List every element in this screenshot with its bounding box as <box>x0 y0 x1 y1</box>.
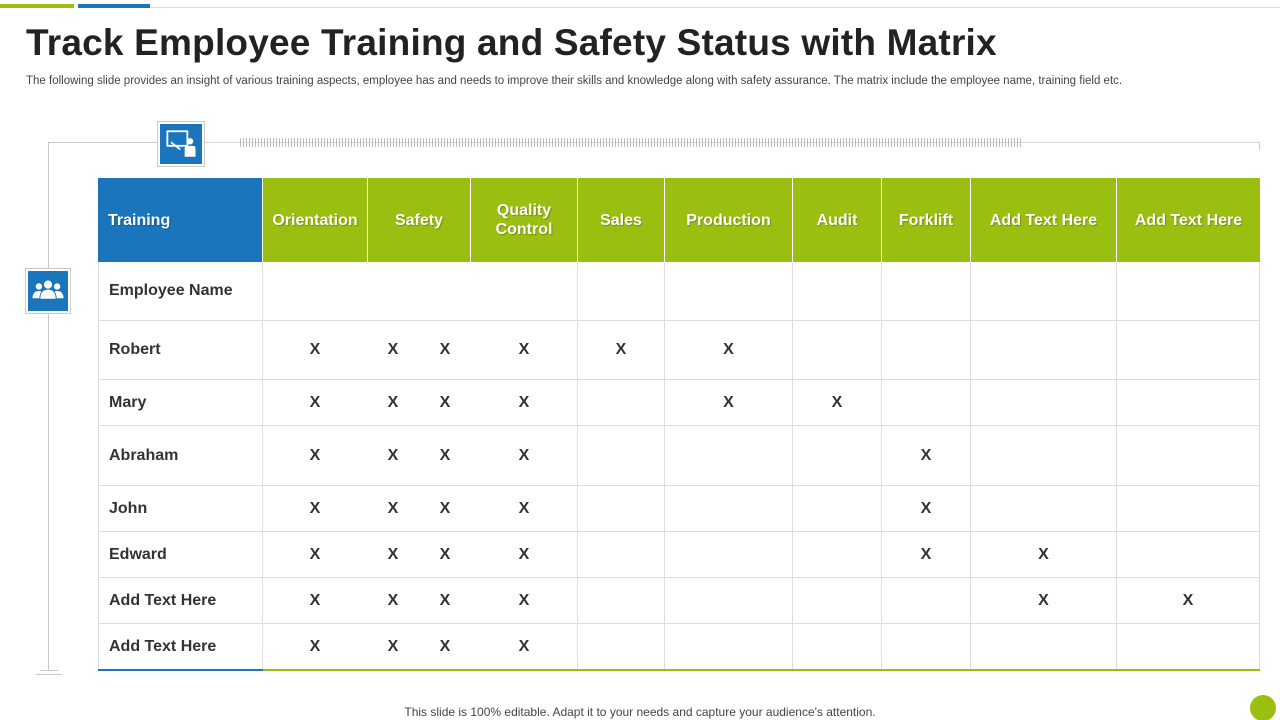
empty-cell <box>578 262 665 320</box>
employee-name-label: Employee Name <box>98 262 263 320</box>
empty-cell <box>882 380 971 425</box>
empty-cell <box>793 578 882 623</box>
mark-cell <box>882 486 971 531</box>
table-row <box>98 486 1260 532</box>
employee-name-row <box>98 262 1260 321</box>
top-rule <box>150 7 1280 8</box>
connector-foot <box>36 674 62 675</box>
mark-x: X <box>387 545 399 563</box>
mark-group-cell <box>263 486 578 531</box>
training-matrix <box>98 178 1260 669</box>
mark-x: X <box>518 393 530 411</box>
empty-cell <box>793 532 882 577</box>
header-add-text-1: Add Text Here <box>971 178 1117 262</box>
connector-line-vertical <box>48 142 49 670</box>
header-add-text-2: Add Text Here <box>1117 178 1260 262</box>
mark-x: X <box>615 341 627 358</box>
mark-x: X <box>309 341 321 358</box>
mark-x: X <box>309 637 321 655</box>
mark-x: X <box>439 341 451 358</box>
mark-x: X <box>1038 545 1049 563</box>
employee-name: Add Text Here <box>98 624 263 669</box>
mark-x: X <box>309 545 321 563</box>
header-safety: Safety <box>368 178 471 262</box>
empty-cell <box>578 578 665 623</box>
accent-bar-green <box>0 4 74 8</box>
mark-x: X <box>439 446 451 464</box>
empty-cell <box>665 624 793 669</box>
empty-cell <box>665 426 793 485</box>
empty-cell <box>665 578 793 623</box>
empty-cell <box>882 262 971 320</box>
presentation-trainer-icon <box>158 122 204 166</box>
empty-cell <box>971 426 1117 485</box>
mark-x: X <box>1182 591 1194 609</box>
mark-cell <box>665 321 793 379</box>
empty-cell <box>882 321 971 379</box>
mark-x: X <box>518 545 530 563</box>
mark-x: X <box>723 393 734 411</box>
empty-cell <box>578 532 665 577</box>
mark-x: X <box>518 446 530 464</box>
mark-x: X <box>439 393 451 411</box>
mark-x: X <box>439 637 451 655</box>
empty-cell <box>578 380 665 425</box>
empty-cell <box>1117 262 1260 320</box>
table-row <box>98 321 1260 380</box>
mark-cell <box>971 578 1117 623</box>
mark-x: X <box>518 499 530 517</box>
mark-x: X <box>439 545 451 563</box>
mark-cell <box>665 380 793 425</box>
empty-cell <box>971 624 1117 669</box>
header-quality-control: Quality Control <box>471 178 578 262</box>
matrix-bottom-rule-blue <box>98 669 263 671</box>
empty-cell <box>1117 426 1260 485</box>
mark-cell <box>882 532 971 577</box>
mark-group-cell <box>263 578 578 623</box>
header-forklift: Forklift <box>882 178 971 262</box>
table-row <box>98 426 1260 486</box>
mark-group-cell <box>263 380 578 425</box>
employee-name: Mary <box>98 380 263 425</box>
slide-subtitle: The following slide provides an insight of various training aspects, employee has and needs to improve their skills and knowledge along with safety assurance. The matrix include the employee name, training field etc. <box>26 75 1123 87</box>
mark-x: X <box>518 637 530 655</box>
connector-foot <box>40 670 58 671</box>
mark-group-cell <box>263 321 578 379</box>
empty-cell <box>1117 624 1260 669</box>
empty-cell <box>665 486 793 531</box>
mark-x: X <box>387 591 399 609</box>
mark-x: X <box>387 499 399 517</box>
mark-cell <box>793 380 882 425</box>
connector-tick <box>1259 142 1260 150</box>
empty-cell <box>1117 321 1260 379</box>
empty-cell <box>793 486 882 531</box>
empty-cell <box>263 262 578 320</box>
mark-x: X <box>439 591 451 609</box>
mark-x: X <box>309 393 321 411</box>
mark-x: X <box>309 446 321 464</box>
slide-title: Track Employee Training and Safety Status with Matrix <box>26 22 997 63</box>
empty-cell <box>1117 380 1260 425</box>
connector-line <box>48 142 158 143</box>
mark-x: X <box>831 393 843 411</box>
mark-x: X <box>518 591 530 609</box>
header-production: Production <box>665 178 793 262</box>
empty-cell <box>793 624 882 669</box>
mark-cell <box>971 532 1117 577</box>
empty-cell <box>1117 532 1260 577</box>
mark-x: X <box>920 499 932 517</box>
matrix-bottom-rule-green <box>263 669 1260 671</box>
decorative-dot <box>1250 695 1276 720</box>
empty-cell <box>793 426 882 485</box>
empty-cell <box>971 486 1117 531</box>
mark-group-cell <box>263 532 578 577</box>
mark-x: X <box>723 341 734 358</box>
mark-x: X <box>387 637 399 655</box>
header-audit: Audit <box>793 178 882 262</box>
mark-x: X <box>518 341 530 358</box>
empty-cell <box>578 486 665 531</box>
slide-footer: This slide is 100% editable. Adapt it to your needs and capture your audience's attention. <box>404 705 876 719</box>
accent-bar-blue <box>78 4 150 8</box>
mark-x: X <box>1038 591 1049 609</box>
mark-x: X <box>920 545 932 563</box>
mark-x: X <box>387 341 399 358</box>
employee-name: Edward <box>98 532 263 577</box>
employee-name: John <box>98 486 263 531</box>
empty-cell <box>882 624 971 669</box>
header-training: Training <box>98 178 263 262</box>
hatched-divider <box>240 138 1022 147</box>
mark-x: X <box>387 446 399 464</box>
table-row <box>98 578 1260 624</box>
empty-cell <box>665 262 793 320</box>
mark-group-cell <box>263 426 578 485</box>
mark-group-cell <box>263 624 578 669</box>
empty-cell <box>578 426 665 485</box>
mark-x: X <box>309 499 321 517</box>
mark-cell <box>1117 578 1260 623</box>
empty-cell <box>882 578 971 623</box>
mark-x: X <box>387 393 399 411</box>
table-row <box>98 624 1260 669</box>
mark-x: X <box>920 446 932 464</box>
mark-x: X <box>309 591 321 609</box>
empty-cell <box>793 262 882 320</box>
header-sales: Sales <box>578 178 665 262</box>
table-row <box>98 532 1260 578</box>
team-people-icon <box>26 269 70 313</box>
mark-cell <box>578 321 665 379</box>
header-orientation: Orientation <box>263 178 368 262</box>
empty-cell <box>793 321 882 379</box>
mark-x: X <box>439 499 451 517</box>
employee-name: Abraham <box>98 426 263 485</box>
empty-cell <box>1117 486 1260 531</box>
empty-cell <box>665 532 793 577</box>
empty-cell <box>971 380 1117 425</box>
employee-name: Robert <box>98 321 263 379</box>
empty-cell <box>578 624 665 669</box>
empty-cell <box>971 321 1117 379</box>
employee-name: Add Text Here <box>98 578 263 623</box>
empty-cell <box>971 262 1117 320</box>
matrix-header-row <box>98 178 1260 262</box>
table-row <box>98 380 1260 426</box>
mark-cell <box>882 426 971 485</box>
